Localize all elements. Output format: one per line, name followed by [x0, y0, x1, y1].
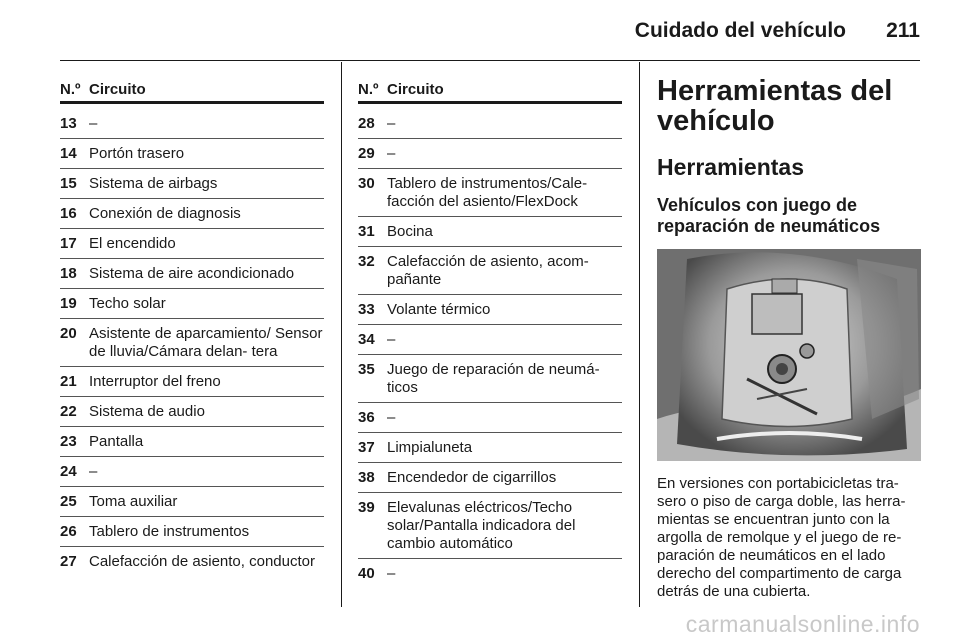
header-number: N.º [60, 81, 81, 98]
fuse-number: 35 [358, 361, 375, 378]
fuse-number: 28 [358, 115, 375, 132]
fuse-number: 36 [358, 409, 375, 426]
table-row [358, 325, 622, 355]
table-row [60, 457, 324, 487]
table-row [358, 109, 622, 139]
circuit-name: Techo solar [89, 295, 166, 312]
fuse-number: 25 [60, 493, 77, 510]
fuse-number: 23 [60, 433, 77, 450]
table-row [60, 199, 324, 229]
column-divider [341, 62, 342, 607]
subsection-heading: Herramientas [657, 154, 805, 180]
fuse-number: 15 [60, 175, 77, 192]
circuit-name: – [89, 463, 98, 480]
header-number: N.º [358, 81, 379, 98]
fuse-number: 37 [358, 439, 375, 456]
circuit-name: Calefacción de asiento, conductor [89, 553, 315, 570]
fuse-number: 40 [358, 565, 375, 582]
fuse-number: 22 [60, 403, 77, 420]
circuit-name: Toma auxiliar [89, 493, 178, 510]
fuse-number: 24 [60, 463, 77, 480]
fuse-number: 38 [358, 469, 375, 486]
fuse-number: 16 [60, 205, 77, 222]
fuse-number: 19 [60, 295, 77, 312]
circuit-name: Limpialuneta [387, 439, 473, 456]
table-row [60, 229, 324, 259]
circuit-name: Tablero de instrumentos/Cale‐ facción del asiento/FlexDock [387, 175, 588, 210]
table-row [358, 403, 622, 433]
page-header [60, 0, 920, 61]
table-row [358, 559, 622, 588]
table-row [60, 487, 324, 517]
table-row [358, 463, 622, 493]
fuse-number: 13 [60, 115, 77, 132]
table-row [60, 259, 324, 289]
fuse-table-2 [358, 80, 622, 588]
table-row [60, 289, 324, 319]
circuit-name: Sistema de audio [89, 403, 205, 420]
circuit-name: Encendedor de cigarrillos [387, 469, 557, 486]
body-paragraph: En versiones con portabicicletas tra‐ sero o piso de carga doble, las herra‐ mientas se encuentran junto con la argolla de remolque y el juego de re‐ paración de neumáticos en el lado derecho del compartimento de carga detrás de una cubierta. [657, 475, 906, 600]
circuit-name: Juego de reparación de neumá‐ ticos [387, 361, 600, 396]
circuit-name: Sistema de aire acondicionado [89, 265, 295, 282]
fuse-number: 39 [358, 499, 375, 516]
circuit-name: Pantalla [89, 433, 144, 450]
table-row [358, 169, 622, 217]
table-row [358, 355, 622, 403]
table-row [60, 427, 324, 457]
circuit-name: Calefacción de asiento, acom‐ pañante [387, 253, 589, 288]
fuse-number: 17 [60, 235, 77, 252]
table-body [358, 109, 622, 588]
header-circuit: Circuito [387, 81, 444, 98]
fuse-number: 21 [60, 373, 77, 390]
table-row [60, 367, 324, 397]
circuit-name: – [387, 409, 396, 426]
table-row [358, 295, 622, 325]
table-header [60, 80, 324, 104]
fuse-number: 14 [60, 145, 77, 162]
circuit-name: – [387, 145, 396, 162]
circuit-name: – [387, 115, 396, 132]
table-row [60, 169, 324, 199]
circuit-name: Elevalunas eléctricos/Techo solar/Pantalla indicadora del cambio automático [387, 499, 576, 552]
table-row [358, 433, 622, 463]
table-row [60, 109, 324, 139]
fuse-number: 34 [358, 331, 375, 348]
sub-subsection-heading: Vehículos con juego de reparación de neumáticos [657, 195, 881, 236]
table-row [358, 217, 622, 247]
circuit-name: Bocina [387, 223, 433, 240]
circuit-name: El encendido [89, 235, 176, 252]
table-row [60, 319, 324, 367]
fuse-number: 31 [358, 223, 375, 240]
table-row [358, 493, 622, 559]
table-row [60, 547, 324, 576]
table-row [60, 517, 324, 547]
fuse-number: 26 [60, 523, 77, 540]
circuit-name: Portón trasero [89, 145, 185, 162]
circuit-name: Tablero de instrumentos [89, 523, 250, 540]
circuit-name: Conexión de diagnosis [89, 205, 241, 222]
column-divider [639, 62, 640, 607]
fuse-number: 20 [60, 325, 77, 342]
header-title: Cuidado del vehículo [634, 19, 846, 42]
fuse-number: 18 [60, 265, 77, 282]
page-number: 211 [886, 19, 920, 42]
circuit-name: Sistema de airbags [89, 175, 218, 192]
fuse-number: 27 [60, 553, 77, 570]
trunk-tools-photo [657, 249, 921, 461]
table-body [60, 109, 324, 576]
circuit-name: – [387, 331, 396, 348]
table-row [358, 247, 622, 295]
fuse-number: 30 [358, 175, 375, 192]
circuit-name: – [89, 115, 98, 132]
tools-section [657, 75, 921, 601]
circuit-name: Interruptor del freno [89, 373, 221, 390]
trunk-tools-illustration [657, 249, 921, 461]
header-circuit: Circuito [89, 81, 146, 98]
fuse-table-1 [60, 80, 324, 576]
table-row [358, 139, 622, 169]
fuse-number: 33 [358, 301, 375, 318]
table-header [358, 80, 622, 104]
circuit-name: – [387, 565, 396, 582]
fuse-number: 32 [358, 253, 375, 270]
table-row [60, 139, 324, 169]
circuit-name: Volante térmico [387, 301, 491, 318]
watermark: carmanualsonline.info [685, 611, 920, 637]
fuse-number: 29 [358, 145, 375, 162]
circuit-name: Asistente de aparcamiento/ Sensor de lluvia/Cámara delan‐ tera [89, 325, 323, 360]
section-heading: Herramientas del vehículo [657, 75, 893, 137]
table-row [60, 397, 324, 427]
